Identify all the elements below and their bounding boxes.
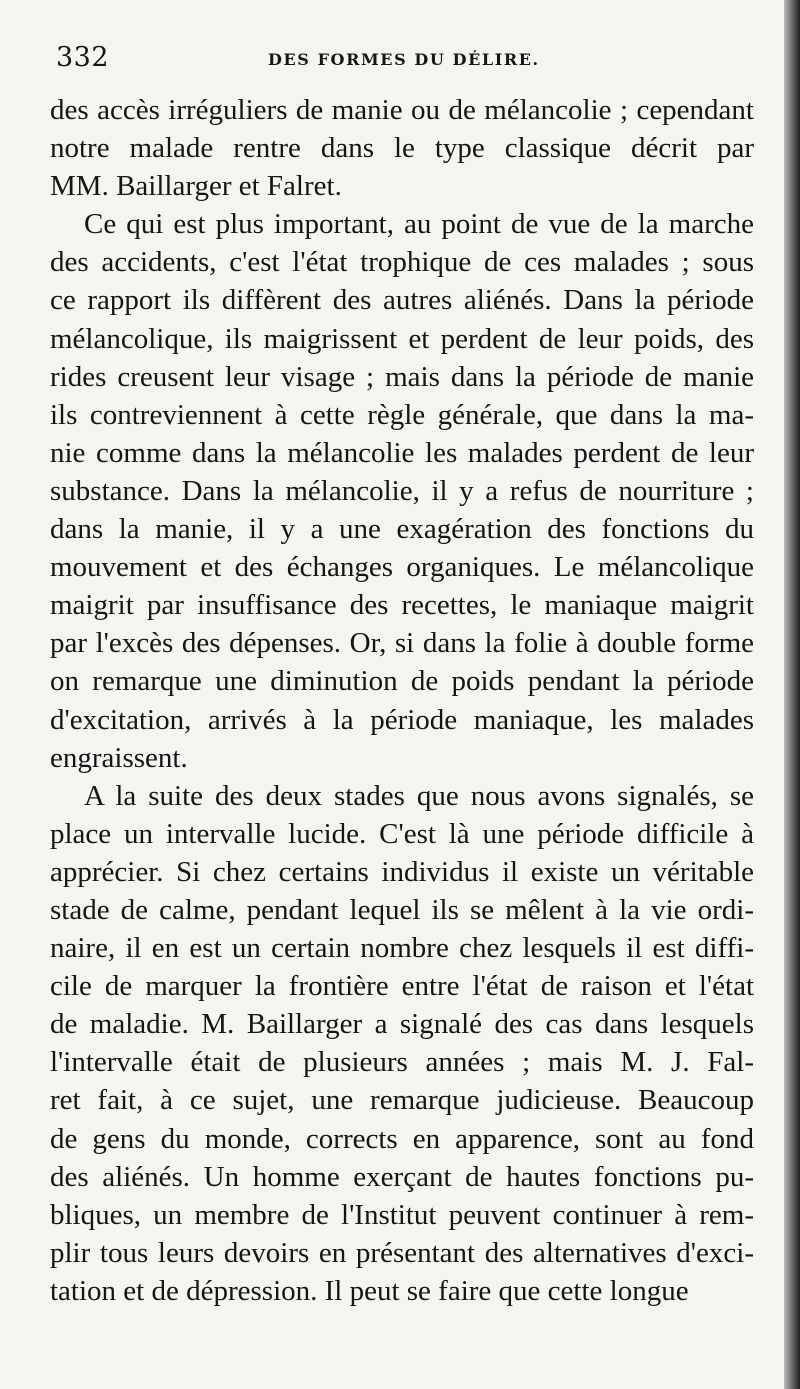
- text-line: cile de marquer la frontière entre l'état de raison et l'état: [50, 970, 754, 1003]
- text-line: on remarque une diminution de poids pendant la période: [50, 665, 754, 698]
- text-line: par l'excès des dépenses. Or, si dans la folie à double forme: [50, 627, 754, 660]
- text-line: plir tous leurs devoirs en présentant des alternatives d'exci-: [50, 1236, 754, 1269]
- text-line: de maladie. M. Baillarger a signalé des cas dans lesquels: [50, 1008, 754, 1041]
- text-line: tation et de dépression. Il peut se faire que cette longue: [50, 1274, 689, 1307]
- text-line: rides creusent leur visage ; mais dans la période de manie: [50, 360, 754, 393]
- text-line: dans la manie, il y a une exagération des fonctions du: [50, 513, 754, 546]
- text-line: des aliénés. Un homme exerçant de hautes fonctions pu-: [50, 1160, 754, 1193]
- text-line: de gens du monde, corrects en apparence, sont au fond: [50, 1122, 754, 1155]
- text-line: ils contreviennent à cette règle générale, que dans la ma-: [50, 398, 754, 431]
- text-line: engraissent.: [50, 741, 188, 774]
- text-line: l'intervalle était de plusieurs années ; mais M. J. Fal-: [50, 1046, 754, 1079]
- text-line: A la suite des deux stades que nous avons signalés, se: [84, 779, 754, 812]
- paragraph: [50, 205, 754, 776]
- page-edge: [784, 0, 800, 1389]
- text-line: substance. Dans la mélancolie, il y a refus de nourriture ;: [50, 474, 754, 507]
- paragraph: [50, 777, 754, 1310]
- text-line: mouvement et des échanges organiques. Le mélancolique: [50, 551, 754, 584]
- text-line: mélancolique, ils maigrissent et perdent de leur poids, des: [50, 322, 754, 355]
- page-number: 332: [56, 42, 110, 73]
- text-line: naire, il en est un certain nombre chez lesquels il est diffi-: [50, 932, 754, 965]
- text-line: des accès irréguliers de manie ou de mélancolie ; cependant: [50, 94, 754, 126]
- text-line: apprécier. Si chez certains individus il existe un véritable: [50, 855, 754, 888]
- page-header: [48, 38, 756, 78]
- text-line: stade de calme, pendant lequel ils se mêlent à la vie ordi-: [50, 893, 754, 926]
- text-line: MM. Baillarger et Falret.: [50, 170, 342, 203]
- body-text: [50, 91, 754, 1310]
- text-line: ce rapport ils diffèrent des autres aliénés. Dans la période: [50, 284, 754, 317]
- text-line: ret fait, à ce sujet, une remarque judicieuse. Beaucoup: [50, 1084, 754, 1117]
- text-line: bliques, un membre de l'Institut peuvent continuer à rem-: [50, 1198, 754, 1231]
- text-line: nie comme dans la mélancolie les malades perdent de leur: [50, 436, 754, 469]
- running-head: DES FORMES DU DÉLIRE.: [268, 50, 540, 69]
- text-line: d'excitation, arrivés à la période maniaque, les malades: [50, 703, 754, 736]
- text-line: maigrit par insuffisance des recettes, le maniaque maigrit: [50, 589, 754, 622]
- text-line: notre malade rentre dans le type classique décrit par: [50, 132, 754, 165]
- text-line: place un intervalle lucide. C'est là une période difficile à: [50, 817, 754, 850]
- paragraph: [50, 91, 754, 205]
- text-line: des accidents, c'est l'état trophique de ces malades ; sous: [50, 246, 754, 279]
- text-line: Ce qui est plus important, au point de vue de la marche: [84, 208, 754, 241]
